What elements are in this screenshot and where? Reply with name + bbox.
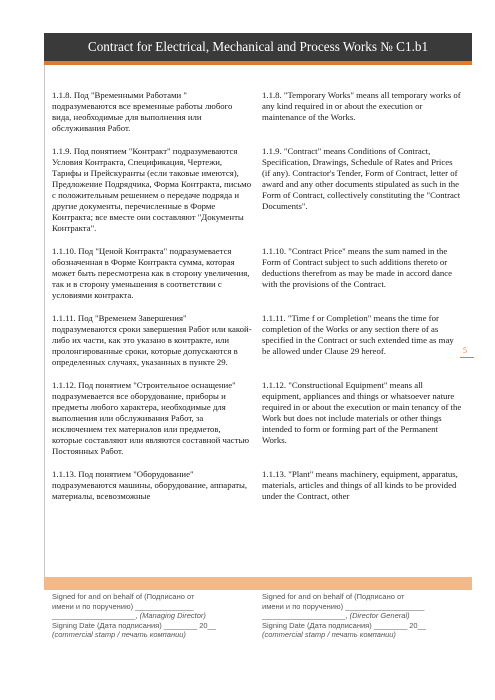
- document-title: Contract for Electrical, Mechanical and Process Works № C1.b1: [87, 39, 429, 54]
- signature-block-left: [52, 592, 252, 640]
- clause-english-text: 1.1.10. "Contract Price" means the sum named in the Form of Contract subject to such additions thereto or deductions therefrom as may be made in accord dance with the provisions of the Contract.: [262, 246, 452, 289]
- clause-row-1-1-9: [52, 146, 462, 234]
- signing-date-line: Signing Date (Дата подписания) ________ 20__: [262, 620, 426, 630]
- signing-date-line: Signing Date (Дата подписания) ________ 20__: [52, 620, 216, 630]
- signatory-role-line: [262, 611, 462, 621]
- clause-english-text: 1.1.12. "Constructional Equipment" means all equipment, appliances and things or whatsoever nature required in or about the execution or main tenancy of the Work but does not include materials or other things intended to form or forming part of the Permanent Works.: [262, 380, 462, 445]
- signed-for-label: Signed for and on behalf of (Подписано от: [262, 592, 405, 601]
- signatory-role: (Director General): [349, 611, 410, 621]
- clause-russian-text: 1.1.11. Под "Временем Завершения" подразумеваются сроки завершения Работ или какой-либо их части, как это указано в контракте, или пролонгированные сроки, которые допускаются в определенных случаях, указанных в пункте 29.: [52, 313, 252, 367]
- signature-blank: ____________________,: [262, 611, 350, 621]
- bilingual-clauses: [52, 90, 462, 502]
- clause-english-text: 1.1.8. "Temporary Works" means all temporary works of any kind required in or about the execution or maintenance of the Works.: [262, 90, 461, 122]
- page-number: 5: [463, 346, 467, 355]
- clause-russian-text: 1.1.9. Под понятием "Контракт" подразумеваются Условия Контракта, Спецификация, Чертежи, Тарифы и Прейскуранты (если таковые имеются), Предложение Подрядчика, Форма Контракта, письмо с положительным решением о передаче подряда и другие документы, перечисленные в Форме Контракта; все вместе они составляют "Документы Контракта".: [52, 146, 252, 233]
- clause-english-text: 1.1.11. "Time f or Completion" means the time for completion of the Works or any section there of as specified in the Contract or such extended time as may be allowed under Clause 29 hereof.: [262, 313, 454, 356]
- signature-blank: ____________________,: [52, 611, 140, 621]
- signed-name-line: имени и по поручению) ______________: [52, 601, 194, 611]
- clause-english-text: 1.1.9. "Contract" means Conditions of Contract, Specification, Drawings, Schedule of Rates and Prices (if any). Contractor's Tender, Form of Contract, letter of award and any other documents stipulated as such in the Form of Contract, collectively constituting the "Contract Documents".: [262, 146, 461, 211]
- clause-russian-text: 1.1.13. Под понятием "Оборудование" подразумеваются машины, оборудование, аппараты, материалы, всевозможные: [52, 469, 248, 501]
- page-number-underline: [460, 357, 474, 358]
- signed-for-label: Signed for and on behalf of (Подписано от: [52, 592, 195, 601]
- clause-russian-text: 1.1.10. Под "Ценой Контракта" подразумевается обозначенная в Форме Контракта сумма, которая может быть пересмотрена как в сторону увеличения, так и в сторону уменьшения в соответствии с условиями контракта.: [52, 246, 250, 300]
- clause-row-1-1-12: [52, 380, 462, 457]
- clause-russian-text: 1.1.8. Под "Временными Работами " подразумеваются все временные работы любого вида, необходимые для выполнения или обслуживания Работ.: [52, 90, 233, 133]
- left-margin-rule: [44, 65, 45, 577]
- footer-accent-band: [44, 577, 472, 590]
- signatory-role: (Managing Director): [139, 611, 206, 621]
- signature-block-right: [262, 592, 462, 640]
- clause-row-1-1-13: [52, 469, 462, 502]
- clause-row-1-1-8: [52, 90, 462, 134]
- signatory-role-line: [52, 611, 252, 621]
- clause-russian-text: 1.1.12. Под понятием "Строительное оснащение" подразумевается все оборудование, приборы и предметы любого характера, необходимые для выполнения или обслуживания Работ, за исключением тех материалов или предметов, которые составляют или являются составной частью Постоянных Работ.: [52, 380, 250, 456]
- commercial-stamp-label: (commercial stamp / печать компании): [52, 630, 186, 640]
- commercial-stamp-label: (commercial stamp / печать компании): [262, 630, 396, 640]
- clause-row-1-1-10: [52, 246, 462, 301]
- signed-name-line: имени и по поручению) ___________________: [262, 601, 425, 611]
- header-accent-rule: [44, 61, 472, 65]
- clause-english-text: 1.1.13. "Plant" means machinery, equipment, apparatus, materials, articles and things of all kinds to be provided under the Contract, other: [262, 469, 458, 501]
- signature-footer: [52, 592, 462, 640]
- document-header-bar: [44, 33, 472, 61]
- clause-row-1-1-11: [52, 313, 462, 368]
